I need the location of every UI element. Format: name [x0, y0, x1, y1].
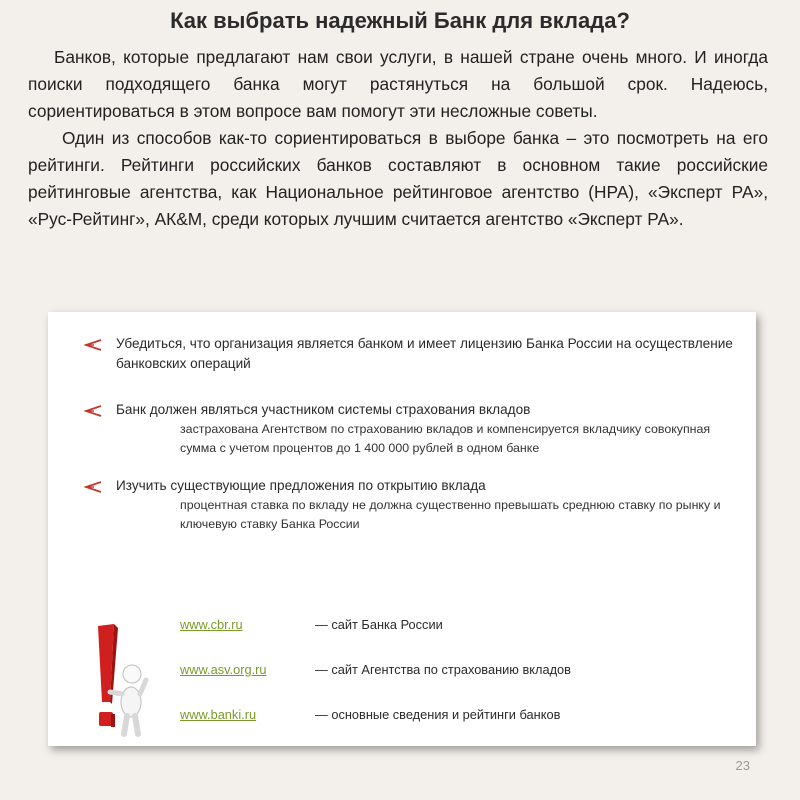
tip-item-2: [84, 400, 734, 458]
red-arrow-bullet-icon: [84, 404, 102, 418]
tip-sub-text: застрахована Агентством по страхованию вкладов и компенсируется вкладчику совокупная сумма с учетом процентов до 1 400 000 рублей в одном банке: [180, 422, 711, 455]
red-arrow-bullet-icon: [84, 338, 102, 352]
link-row: [180, 662, 680, 707]
intro-paragraph-2: Один из способов как-то сориентироваться в выборе банка – это посмотреть на его рейтинги. Рейтинги российских банков составляют в основном такие российские рейтинговые агентства, как Национальное рейтинговое агентство (НРА), «Эксперт РА», «Рус-Рейтинг», АК&М, среди которых лучшим считается агентство «Эксперт РА».: [28, 128, 768, 229]
page-number: 23: [735, 758, 750, 773]
tips-card: [48, 312, 756, 746]
link-cbr[interactable]: www.cbr.ru: [180, 617, 243, 632]
red-arrow-bullet-icon: [84, 480, 102, 494]
tip-sub-text: процентная ставка по вкладу не должна существенно превышать среднюю ставку по рынку и ключевую ставку Банка России: [180, 498, 721, 531]
intro-paragraph-1: Банков, которые предлагают нам свои услуги, в нашей стране очень много. И иногда поиски подходящего банка могут растянуться на большой срок. Надеюсь, сориентироваться в этом вопросе вам помогут эти несложные советы.: [28, 47, 768, 121]
link-row: [180, 617, 680, 662]
tip-main-text: Банк должен являться участником системы страхования вкладов: [116, 402, 531, 417]
link-banki[interactable]: www.banki.ru: [180, 707, 257, 722]
intro-text: [28, 44, 768, 233]
link-description: — сайт Банка России: [315, 617, 443, 632]
exclamation-mark-figure-icon: [84, 622, 156, 742]
page-title: Как выбрать надежный Банк для вклада?: [170, 8, 630, 33]
tip-item-1: [84, 334, 734, 374]
link-description: — основные сведения и рейтинги банков: [315, 707, 561, 722]
tip-item-3: [84, 476, 734, 534]
links-list: [180, 617, 680, 752]
link-description: — сайт Агентства по страхованию вкладов: [315, 662, 571, 677]
tip-main-text: Убедиться, что организация является банком и имеет лицензию Банка России на осуществление банковских операций: [116, 336, 733, 371]
link-row: [180, 707, 680, 752]
tip-main-text: Изучить существующие предложения по открытию вклада: [116, 478, 486, 493]
link-asv[interactable]: www.asv.org.ru: [180, 662, 267, 677]
